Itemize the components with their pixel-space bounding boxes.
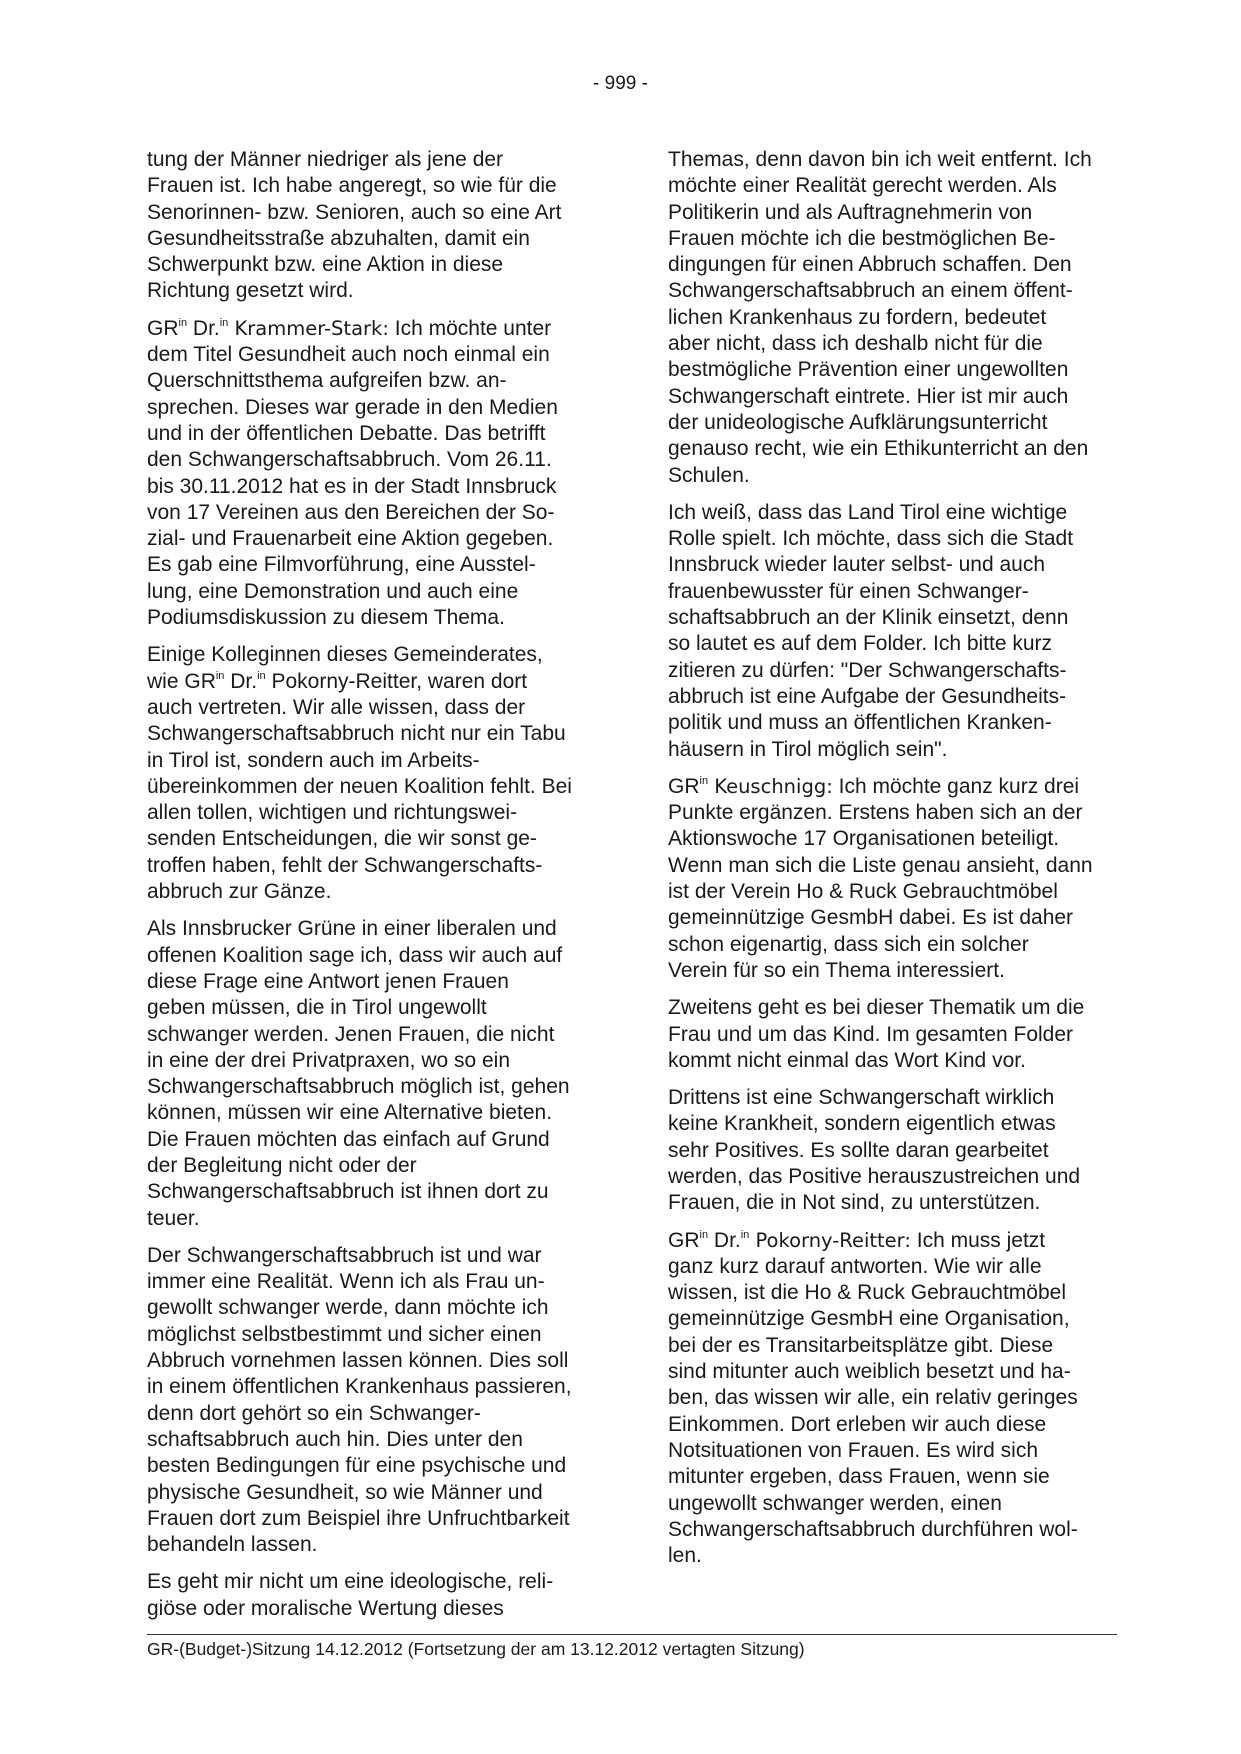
paragraph: Ich weiß, dass das Land Tirol eine wichtige Rolle spielt. Ich möchte, dass sich die Stadt Innsbruck wieder lauter selbst- und auch frauenbewusster für einen Schwangerschaftsabbruch an der Klinik einsetzt, denn so lautet es auf dem Folder. Ich bitte kurz zitieren zu dürfen: "Der Schwangerschaftsabbruch ist eine Aufgabe der Gesundheitspolitik und muss an öffentlichen Krankenhäusern in Tirol möglich sein". xyxy=(668,500,1074,761)
paragraph-keuschnigg xyxy=(668,774,1093,984)
person-name: Pokorny-Reitter xyxy=(265,669,417,693)
title-suffix: in xyxy=(215,669,225,682)
speech-text: Ich möchte ganz kurz drei Punkte ergänzen. Erstens haben sich an der Aktionswoche 17 Organisationen beteiligt. Wenn man sich die Liste genau ansieht, dann ist der Verein Ho & Ruck Gebrauchtmöbel gemeinnützige GesmbH dabei. Es ist daher schon eigenartig, dass sich ein solcher Verein für so ein Thema interessiert. xyxy=(668,774,1093,982)
footer: GR-(Budget-)Sitzung 14.12.2012 (Fortsetzung der am 13.12.2012 vertagten Sitzung) xyxy=(147,1639,805,1659)
speech-text: , waren dort auch vertreten. Wir alle wissen, dass der Schwangerschaftsabbruch nicht nur ein Tabu in Tirol ist, sondern auch im Arbeitsübereinkommen der neuen Koalition fehlt. Bei allen tollen, wichtigen und richtungsweisenden Entscheidungen, die wir sonst getroffen haben, fehlt der Schwangerschaftsabbruch zur Gänze. xyxy=(147,669,572,904)
paragraph: tung der Männer niedriger als jene der Frauen ist. Ich habe angeregt, so wie für die Senorinnen- bzw. Senioren, auch so eine Art Gesundheitsstraße abzuhalten, damit ein Schwerpunkt bzw. eine Aktion in diese Richtung gesetzt wird. xyxy=(147,148,562,303)
title-dr: Dr. xyxy=(708,1228,741,1252)
paragraph: Zweitens geht es bei dieser Thematik um die Frau und um das Kind. Im gesamten Folder kommt nicht einmal das Wort Kind vor. xyxy=(668,996,1085,1072)
paragraph: Themas, denn davon bin ich weit entfernt. Ich möchte einer Realität gerecht werden. Als Politikerin und als Auftragnehmerin von Frauen möchte ich die bestmöglichen Bedingungen für einen Abbruch schaffen. Den Schwangerschaftsabbruch an einem öffentlichen Krankenhaus zu fordern, bedeutet aber nicht, dass ich deshalb nicht für die bestmögliche Prävention einer ungewollten Schwangerschaft eintrete. Hier ist mir auch der unideologische Aufklärungsunterricht genauso recht, wie ein Ethikunterricht an den Schulen. xyxy=(668,148,1092,487)
speech-text: Ich muss jetzt ganz kurz darauf antworten. Wie wir alle wissen, ist die Ho & Ruck Gebrauchtmöbel gemeinnützige GesmbH eine Organisation, bei der es Transitarbeitsplätze gibt. Diese sind mitunter auch weiblich besetzt und haben, das wissen wir alle, ein relativ geringes Einkommen. Dort erleben wir auch diese Notsituationen von Frauen. Es wird sich mitunter ergeben, dass Frauen, wenn sie ungewollt schwanger werden, einen Schwangerschaftsabbruch durchführen wollen. xyxy=(668,1228,1078,1568)
title-suffix: in xyxy=(219,316,229,329)
paragraph xyxy=(147,642,572,905)
speaker-name: Krammer-Stark: xyxy=(228,316,389,340)
speaker-name: Pokorny-Reitter: xyxy=(749,1228,911,1252)
speech-text: Ich möchte unter dem Titel Gesundheit auch noch einmal ein Querschnittsthema aufgreifen bzw. ansprechen. Dieses war gerade in den Medien und in der öffentlichen Debatte. Das betrifft den Schwangerschaftsabbruch. Vom 26.11. bis 30.11.2012 hat es in der Stadt Innsbruck von 17 Vereinen aus den Bereichen der Sozial- und Frauenarbeit eine Aktion gegeben. Es gab eine Filmvorführung, eine Ausstellung, eine Demonstration und auch eine Podiumsdiskussion zu diesem Thema. xyxy=(147,316,558,630)
title-dr: Dr. xyxy=(224,669,258,693)
title-gr: GR xyxy=(668,1228,700,1252)
footer-divider xyxy=(147,1634,1117,1635)
title-gr: GR xyxy=(147,316,179,340)
paragraph: Als Innsbrucker Grüne in einer liberalen und offenen Koalition sage ich, dass wir auch auf diese Frage eine Antwort jenen Frauen geben müssen, die in Tirol ungewollt schwanger werden. Jenen Frauen, die nicht in eine der drei Privatpraxen, wo so ein Schwangerschaftsabbruch möglich ist, gehen können, müssen wir eine Alternative bieten. Die Frauen möchten das einfach auf Grund der Begleitung nicht oder der Schwangerschaftsabbruch ist ihnen dort zu teuer. xyxy=(147,917,570,1230)
right-column xyxy=(668,147,1093,1580)
paragraph: Drittens ist eine Schwangerschaft wirklich keine Krankheit, sondern eigentlich etwas sehr Positives. Es sollte daran gearbeitet werden, das Positive herauszustreichen und Frauen, die in Not sind, zu unterstützen. xyxy=(668,1086,1081,1215)
title-suffix: in xyxy=(257,669,266,682)
speech-text: Einige Kolleginnen dieses Gemeinderates, wie xyxy=(147,643,543,693)
title-dr: Dr. xyxy=(187,316,220,340)
paragraph-pokorny-reitter xyxy=(668,1228,1093,1570)
title-gr: GR xyxy=(184,669,216,693)
title-suffix: in xyxy=(740,1228,750,1241)
paragraph-krammer-stark xyxy=(147,316,572,632)
page-number: - 999 - xyxy=(593,73,648,94)
speaker-name: Keuschnigg: xyxy=(708,774,833,798)
left-column xyxy=(147,147,572,1633)
title-suffix: in xyxy=(178,316,188,329)
paragraph: Es geht mir nicht um eine ideologische, religiöse oder moralische Wertung dieses xyxy=(147,1570,554,1620)
title-gr: GR xyxy=(668,774,700,798)
title-suffix: in xyxy=(699,774,709,787)
paragraph: Der Schwangerschaftsabbruch ist und war immer eine Realität. Wenn ich als Frau ungewollt schwanger werde, dann möchte ich möglichst selbstbestimmt und sicher einen Abbruch vornehmen lassen können. Dies soll in einem öffentlichen Krankenhaus passieren, denn dort gehört so ein Schwangerschaftsabbruch auch hin. Dies unter den besten Bedingungen für eine psychische und physische Gesundheit, so wie Männer und Frauen dort zum Beispiel ihre Unfruchtbarkeit behandeln lassen. xyxy=(147,1243,572,1557)
title-suffix: in xyxy=(699,1228,709,1241)
